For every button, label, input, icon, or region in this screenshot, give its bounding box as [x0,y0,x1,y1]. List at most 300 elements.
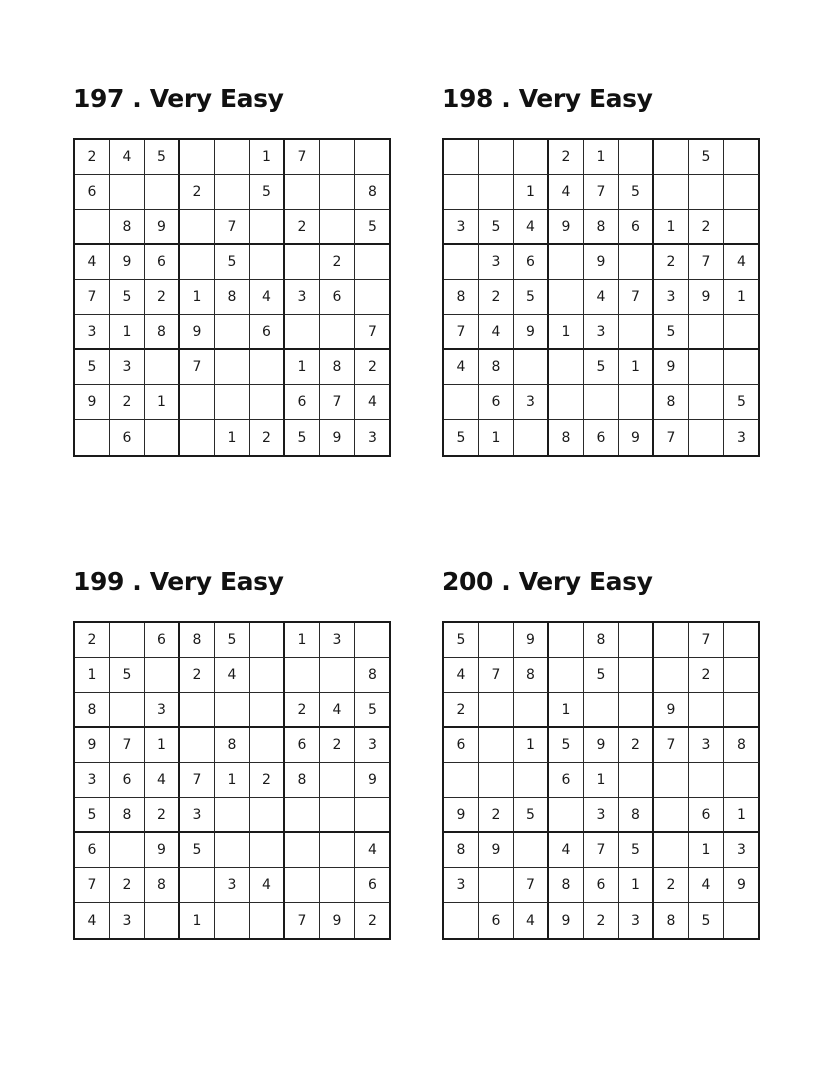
sudoku-cell-r8-c3[interactable]: 1 [145,385,180,420]
sudoku-cell-r2-c7[interactable] [285,658,320,693]
sudoku-cell-r1-c3[interactable]: 9 [514,623,549,658]
sudoku-cell-r2-c6[interactable] [250,658,285,693]
sudoku-cell-r2-c6[interactable]: 5 [619,175,654,210]
sudoku-cell-r9-c4[interactable]: 9 [549,903,584,938]
sudoku-cell-r6-c3[interactable]: 9 [514,315,549,350]
sudoku-cell-r2-c5[interactable] [215,175,250,210]
sudoku-cell-r5-c6[interactable]: 4 [250,280,285,315]
sudoku-cell-r4-c9[interactable] [355,245,390,280]
sudoku-cell-r8-c1[interactable]: 3 [444,868,479,903]
sudoku-cell-r9-c9[interactable] [724,903,759,938]
sudoku-cell-r9-c8[interactable]: 5 [689,903,724,938]
sudoku-cell-r7-c8[interactable]: 1 [689,833,724,868]
sudoku-cell-r3-c3[interactable]: 4 [514,210,549,245]
sudoku-cell-r2-c5[interactable]: 5 [584,658,619,693]
sudoku-cell-r4-c2[interactable]: 9 [110,245,145,280]
sudoku-cell-r8-c8[interactable] [689,385,724,420]
sudoku-cell-r9-c1[interactable] [75,420,110,455]
sudoku-cell-r8-c7[interactable] [285,868,320,903]
sudoku-cell-r5-c4[interactable]: 6 [549,763,584,798]
sudoku-cell-r8-c1[interactable] [444,385,479,420]
sudoku-cell-r1-c1[interactable] [444,140,479,175]
sudoku-cell-r4-c8[interactable]: 2 [320,245,355,280]
sudoku-cell-r9-c6[interactable]: 3 [619,903,654,938]
sudoku-cell-r4-c7[interactable]: 7 [654,728,689,763]
sudoku-cell-r6-c7[interactable] [654,798,689,833]
sudoku-cell-r2-c6[interactable] [619,658,654,693]
sudoku-cell-r8-c6[interactable] [619,385,654,420]
sudoku-cell-r2-c4[interactable]: 2 [180,175,215,210]
sudoku-cell-r8-c7[interactable]: 6 [285,385,320,420]
sudoku-cell-r7-c7[interactable] [654,833,689,868]
sudoku-cell-r3-c9[interactable]: 5 [355,210,390,245]
sudoku-cell-r1-c8[interactable]: 7 [689,623,724,658]
sudoku-cell-r4-c8[interactable]: 2 [320,728,355,763]
sudoku-cell-r8-c2[interactable]: 6 [479,385,514,420]
sudoku-cell-r1-c6[interactable] [619,140,654,175]
sudoku-cell-r6-c1[interactable]: 3 [75,315,110,350]
sudoku-cell-r8-c9[interactable]: 9 [724,868,759,903]
sudoku-cell-r4-c5[interactable]: 9 [584,728,619,763]
sudoku-cell-r1-c2[interactable] [110,623,145,658]
sudoku-cell-r8-c6[interactable]: 4 [250,868,285,903]
sudoku-cell-r5-c5[interactable]: 1 [215,763,250,798]
sudoku-cell-r6-c7[interactable]: 5 [654,315,689,350]
sudoku-cell-r9-c4[interactable]: 1 [180,903,215,938]
sudoku-cell-r4-c9[interactable]: 8 [724,728,759,763]
sudoku-cell-r8-c1[interactable]: 7 [75,868,110,903]
sudoku-cell-r4-c7[interactable]: 2 [654,245,689,280]
sudoku-cell-r4-c6[interactable] [619,245,654,280]
sudoku-cell-r5-c1[interactable]: 7 [75,280,110,315]
sudoku-cell-r7-c2[interactable]: 3 [110,350,145,385]
sudoku-cell-r9-c6[interactable] [250,903,285,938]
sudoku-cell-r8-c4[interactable] [180,385,215,420]
sudoku-cell-r7-c9[interactable]: 2 [355,350,390,385]
sudoku-cell-r7-c6[interactable]: 1 [619,350,654,385]
sudoku-cell-r3-c5[interactable]: 8 [584,210,619,245]
sudoku-cell-r9-c7[interactable]: 7 [285,903,320,938]
sudoku-cell-r7-c2[interactable]: 9 [479,833,514,868]
sudoku-cell-r2-c2[interactable]: 5 [110,658,145,693]
sudoku-cell-r8-c4[interactable]: 8 [549,868,584,903]
sudoku-cell-r7-c2[interactable] [110,833,145,868]
sudoku-cell-r3-c2[interactable] [110,693,145,728]
sudoku-cell-r6-c1[interactable]: 7 [444,315,479,350]
sudoku-cell-r5-c4[interactable]: 7 [180,763,215,798]
sudoku-cell-r3-c1[interactable]: 2 [444,693,479,728]
sudoku-cell-r8-c8[interactable]: 7 [320,385,355,420]
sudoku-cell-r9-c4[interactable] [180,420,215,455]
sudoku-cell-r4-c5[interactable]: 9 [584,245,619,280]
sudoku-cell-r6-c2[interactable]: 4 [479,315,514,350]
sudoku-cell-r7-c2[interactable]: 8 [479,350,514,385]
sudoku-cell-r7-c5[interactable] [215,833,250,868]
sudoku-cell-r7-c1[interactable]: 8 [444,833,479,868]
sudoku-cell-r7-c7[interactable] [285,833,320,868]
sudoku-cell-r7-c4[interactable]: 7 [180,350,215,385]
sudoku-cell-r9-c6[interactable]: 2 [250,420,285,455]
sudoku-cell-r4-c9[interactable]: 4 [724,245,759,280]
sudoku-cell-r3-c9[interactable] [724,210,759,245]
sudoku-cell-r6-c8[interactable] [320,315,355,350]
sudoku-cell-r9-c3[interactable]: 4 [514,903,549,938]
sudoku-cell-r4-c8[interactable]: 7 [689,245,724,280]
sudoku-cell-r7-c9[interactable] [724,350,759,385]
sudoku-cell-r3-c6[interactable]: 6 [619,210,654,245]
sudoku-cell-r3-c3[interactable]: 3 [145,693,180,728]
sudoku-cell-r2-c8[interactable] [320,658,355,693]
sudoku-cell-r9-c8[interactable] [689,420,724,455]
sudoku-cell-r6-c8[interactable] [689,315,724,350]
sudoku-cell-r9-c7[interactable]: 8 [654,903,689,938]
sudoku-cell-r4-c2[interactable] [479,728,514,763]
sudoku-cell-r4-c7[interactable] [285,245,320,280]
sudoku-cell-r7-c5[interactable]: 7 [584,833,619,868]
sudoku-cell-r2-c7[interactable] [654,658,689,693]
sudoku-cell-r5-c6[interactable]: 7 [619,280,654,315]
sudoku-cell-r2-c1[interactable]: 4 [444,658,479,693]
sudoku-cell-r9-c8[interactable]: 9 [320,903,355,938]
sudoku-cell-r9-c3[interactable] [145,903,180,938]
sudoku-cell-r1-c9[interactable] [355,140,390,175]
sudoku-cell-r2-c2[interactable] [110,175,145,210]
sudoku-cell-r9-c9[interactable]: 2 [368,912,377,929]
sudoku-cell-r2-c2[interactable]: 7 [479,658,514,693]
sudoku-cell-r4-c6[interactable]: 2 [619,728,654,763]
sudoku-cell-r6-c4[interactable]: 9 [180,315,215,350]
sudoku-cell-r2-c6[interactable]: 5 [250,175,285,210]
sudoku-cell-r8-c9[interactable]: 5 [724,385,759,420]
sudoku-cell-r7-c4[interactable]: 4 [549,833,584,868]
sudoku-cell-r4-c5[interactable]: 8 [215,728,250,763]
sudoku-cell-r5-c3[interactable]: 5 [514,280,549,315]
sudoku-cell-r6-c9[interactable] [724,315,759,350]
sudoku-cell-r5-c4[interactable]: 1 [180,280,215,315]
sudoku-cell-r3-c7[interactable]: 2 [285,693,320,728]
sudoku-cell-r1-c8[interactable]: 5 [689,140,724,175]
sudoku-cell-r8-c3[interactable]: 8 [145,868,180,903]
sudoku-cell-r5-c9[interactable] [355,280,390,315]
sudoku-cell-r8-c2[interactable]: 2 [110,385,145,420]
sudoku-cell-r2-c9[interactable]: 8 [355,658,390,693]
sudoku-cell-r5-c9[interactable]: 1 [724,280,759,315]
sudoku-cell-r2-c3[interactable]: 8 [514,658,549,693]
sudoku-cell-r9-c5[interactable]: 1 [215,420,250,455]
sudoku-cell-r3-c4[interactable]: 1 [549,693,584,728]
sudoku-cell-r4-c8[interactable]: 3 [689,728,724,763]
sudoku-cell-r5-c9[interactable]: 9 [355,763,390,798]
sudoku-cell-r3-c1[interactable]: 3 [444,210,479,245]
sudoku-cell-r7-c9[interactable]: 3 [724,833,759,868]
sudoku-cell-r4-c6[interactable] [250,728,285,763]
sudoku-cell-r6-c9[interactable]: 1 [724,798,759,833]
sudoku-cell-r3-c9[interactable]: 5 [355,693,390,728]
sudoku-cell-r7-c9[interactable]: 4 [355,833,390,868]
sudoku-cell-r7-c8[interactable] [320,833,355,868]
sudoku-cell-r3-c2[interactable] [479,693,514,728]
sudoku-cell-r3-c5[interactable] [215,693,250,728]
sudoku-cell-r4-c9[interactable]: 3 [355,728,390,763]
sudoku-cell-r3-c6[interactable] [619,693,654,728]
sudoku-cell-r8-c8[interactable] [320,868,355,903]
sudoku-cell-r2-c8[interactable]: 2 [689,658,724,693]
sudoku-cell-r4-c5[interactable]: 5 [215,245,250,280]
sudoku-cell-r4-c3[interactable]: 1 [514,728,549,763]
sudoku-cell-r9-c8[interactable]: 9 [320,420,355,455]
sudoku-cell-r5-c7[interactable]: 3 [285,280,320,315]
sudoku-cell-r5-c5[interactable]: 1 [584,763,619,798]
sudoku-cell-r1-c5[interactable]: 8 [584,623,619,658]
sudoku-cell-r1-c3[interactable]: 5 [145,140,180,175]
sudoku-cell-r6-c3[interactable]: 2 [145,798,180,833]
sudoku-cell-r1-c6[interactable]: 1 [250,140,285,175]
sudoku-cell-r1-c3[interactable]: 6 [145,623,180,658]
sudoku-cell-r6-c6[interactable]: 6 [250,315,285,350]
sudoku-cell-r8-c4[interactable] [549,385,584,420]
sudoku-cell-r3-c4[interactable] [180,693,215,728]
sudoku-cell-r5-c8[interactable]: 9 [689,280,724,315]
sudoku-cell-r1-c4[interactable] [549,623,584,658]
sudoku-cell-r8-c1[interactable]: 9 [75,385,110,420]
sudoku-cell-r4-c6[interactable] [250,245,285,280]
sudoku-cell-r3-c9[interactable] [724,693,759,728]
sudoku-cell-r5-c1[interactable]: 8 [444,280,479,315]
sudoku-cell-r5-c3[interactable] [514,763,549,798]
sudoku-cell-r1-c7[interactable] [654,140,689,175]
sudoku-cell-r6-c8[interactable]: 6 [689,798,724,833]
sudoku-cell-r4-c4[interactable]: 5 [549,728,584,763]
sudoku-cell-r9-c6[interactable]: 9 [619,420,654,455]
sudoku-cell-r6-c5[interactable]: 3 [584,315,619,350]
sudoku-cell-r9-c1[interactable]: 5 [444,420,479,455]
sudoku-cell-r1-c3[interactable] [514,140,549,175]
sudoku-cell-r3-c7[interactable]: 2 [285,210,320,245]
sudoku-cell-r7-c6[interactable] [250,833,285,868]
sudoku-cell-r7-c5[interactable]: 5 [584,350,619,385]
sudoku-cell-r6-c4[interactable] [549,798,584,833]
sudoku-cell-r4-c4[interactable] [180,728,215,763]
sudoku-cell-r3-c5[interactable]: 7 [215,210,250,245]
sudoku-cell-r6-c2[interactable]: 1 [110,315,145,350]
sudoku-cell-r3-c7[interactable]: 1 [654,210,689,245]
sudoku-cell-r1-c9[interactable] [724,140,759,175]
sudoku-cell-r1-c9[interactable] [355,623,390,658]
sudoku-cell-r7-c1[interactable]: 5 [75,350,110,385]
sudoku-cell-r6-c6[interactable]: 8 [619,798,654,833]
sudoku-cell-r8-c6[interactable] [250,385,285,420]
sudoku-cell-r1-c7[interactable]: 1 [285,623,320,658]
sudoku-cell-r1-c1[interactable]: 5 [444,623,479,658]
sudoku-cell-r8-c3[interactable]: 3 [514,385,549,420]
sudoku-cell-r6-c8[interactable] [320,798,355,833]
sudoku-cell-r2-c9[interactable] [724,175,759,210]
sudoku-cell-r1-c4[interactable]: 8 [180,623,215,658]
sudoku-cell-r6-c5[interactable]: 3 [584,798,619,833]
sudoku-cell-r4-c4[interactable] [180,245,215,280]
sudoku-cell-r5-c9[interactable] [724,763,759,798]
sudoku-cell-r3-c8[interactable]: 2 [689,210,724,245]
sudoku-cell-r4-c2[interactable]: 3 [479,245,514,280]
sudoku-cell-r5-c2[interactable]: 2 [479,280,514,315]
sudoku-cell-r6-c9[interactable] [355,798,390,833]
sudoku-cell-r8-c5[interactable]: 6 [584,868,619,903]
sudoku-cell-r9-c1[interactable]: 4 [75,903,110,938]
sudoku-cell-r9-c2[interactable]: 6 [479,903,514,938]
sudoku-cell-r8-c5[interactable]: 3 [215,868,250,903]
sudoku-cell-r5-c1[interactable] [444,763,479,798]
sudoku-cell-r7-c6[interactable] [250,350,285,385]
sudoku-cell-r3-c2[interactable]: 5 [479,210,514,245]
sudoku-cell-r1-c6[interactable] [619,623,654,658]
sudoku-cell-r6-c7[interactable] [285,315,320,350]
sudoku-cell-r8-c6[interactable]: 1 [619,868,654,903]
sudoku-cell-r6-c5[interactable] [215,798,250,833]
sudoku-cell-r1-c7[interactable]: 7 [285,140,320,175]
sudoku-cell-r3-c1[interactable]: 8 [75,693,110,728]
sudoku-cell-r1-c2[interactable]: 4 [110,140,145,175]
sudoku-cell-r7-c4[interactable]: 5 [180,833,215,868]
sudoku-cell-r1-c4[interactable]: 2 [549,140,584,175]
sudoku-cell-r1-c5[interactable]: 1 [584,140,619,175]
sudoku-cell-r6-c6[interactable] [250,798,285,833]
sudoku-cell-r1-c8[interactable] [320,140,355,175]
sudoku-cell-r5-c2[interactable]: 6 [110,763,145,798]
sudoku-cell-r5-c2[interactable]: 5 [110,280,145,315]
sudoku-cell-r3-c2[interactable]: 8 [110,210,145,245]
sudoku-cell-r4-c1[interactable] [444,245,479,280]
sudoku-cell-r2-c7[interactable] [654,175,689,210]
sudoku-cell-r8-c8[interactable]: 4 [689,868,724,903]
sudoku-cell-r7-c3[interactable]: 9 [145,833,180,868]
sudoku-cell-r2-c7[interactable] [285,175,320,210]
sudoku-cell-r5-c8[interactable]: 6 [320,280,355,315]
sudoku-cell-r9-c2[interactable]: 1 [479,420,514,455]
sudoku-cell-r1-c2[interactable] [479,140,514,175]
sudoku-cell-r5-c7[interactable]: 8 [285,763,320,798]
sudoku-cell-r2-c1[interactable]: 6 [75,175,110,210]
sudoku-cell-r7-c3[interactable] [514,350,549,385]
sudoku-cell-r8-c3[interactable]: 7 [514,868,549,903]
sudoku-cell-r9-c3[interactable] [514,420,549,455]
sudoku-cell-r5-c6[interactable]: 2 [250,763,285,798]
sudoku-cell-r9-c9[interactable]: 3 [737,429,746,446]
sudoku-cell-r8-c5[interactable] [584,385,619,420]
sudoku-cell-r6-c3[interactable]: 8 [145,315,180,350]
sudoku-cell-r9-c3[interactable] [145,420,180,455]
sudoku-cell-r8-c7[interactable]: 2 [654,868,689,903]
sudoku-cell-r4-c3[interactable]: 6 [145,245,180,280]
sudoku-cell-r7-c3[interactable] [514,833,549,868]
sudoku-cell-r2-c4[interactable]: 2 [180,658,215,693]
sudoku-cell-r9-c1[interactable] [444,903,479,938]
sudoku-cell-r4-c7[interactable]: 6 [285,728,320,763]
sudoku-cell-r6-c9[interactable]: 7 [355,315,390,350]
sudoku-cell-r4-c2[interactable]: 7 [110,728,145,763]
sudoku-cell-r5-c8[interactable] [320,763,355,798]
sudoku-cell-r7-c7[interactable]: 1 [285,350,320,385]
sudoku-cell-r3-c5[interactable] [584,693,619,728]
sudoku-cell-r3-c8[interactable] [689,693,724,728]
sudoku-cell-r6-c6[interactable] [619,315,654,350]
sudoku-cell-r8-c4[interactable] [180,868,215,903]
sudoku-cell-r1-c6[interactable] [250,623,285,658]
sudoku-cell-r2-c5[interactable]: 7 [584,175,619,210]
sudoku-cell-r7-c1[interactable]: 6 [75,833,110,868]
sudoku-cell-r1-c8[interactable]: 3 [320,623,355,658]
sudoku-cell-r1-c9[interactable] [724,623,759,658]
sudoku-cell-r3-c1[interactable] [75,210,110,245]
sudoku-cell-r1-c5[interactable] [215,140,250,175]
sudoku-cell-r8-c5[interactable] [215,385,250,420]
sudoku-cell-r9-c2[interactable]: 3 [110,903,145,938]
sudoku-cell-r9-c7[interactable]: 5 [285,420,320,455]
sudoku-cell-r2-c9[interactable] [724,658,759,693]
sudoku-cell-r6-c4[interactable]: 3 [180,798,215,833]
sudoku-cell-r9-c7[interactable]: 7 [654,420,689,455]
sudoku-cell-r5-c7[interactable] [654,763,689,798]
sudoku-cell-r9-c2[interactable]: 6 [110,420,145,455]
sudoku-cell-r5-c3[interactable]: 2 [145,280,180,315]
sudoku-cell-r2-c4[interactable]: 4 [549,175,584,210]
sudoku-cell-r2-c3[interactable]: 1 [514,175,549,210]
sudoku-cell-r6-c4[interactable]: 1 [549,315,584,350]
sudoku-cell-r7-c7[interactable]: 9 [654,350,689,385]
sudoku-cell-r7-c3[interactable] [145,350,180,385]
sudoku-cell-r9-c9[interactable]: 3 [368,429,377,446]
sudoku-cell-r2-c3[interactable] [145,658,180,693]
sudoku-cell-r2-c8[interactable] [689,175,724,210]
sudoku-cell-r3-c6[interactable] [250,693,285,728]
sudoku-cell-r2-c8[interactable] [320,175,355,210]
sudoku-cell-r4-c4[interactable] [549,245,584,280]
sudoku-cell-r7-c4[interactable] [549,350,584,385]
sudoku-cell-r6-c2[interactable]: 8 [110,798,145,833]
sudoku-cell-r2-c1[interactable]: 1 [75,658,110,693]
sudoku-cell-r4-c3[interactable]: 6 [514,245,549,280]
sudoku-cell-r9-c5[interactable] [215,903,250,938]
sudoku-cell-r5-c3[interactable]: 4 [145,763,180,798]
sudoku-cell-r1-c4[interactable] [180,140,215,175]
sudoku-cell-r2-c1[interactable] [444,175,479,210]
sudoku-cell-r6-c7[interactable] [285,798,320,833]
sudoku-cell-r5-c8[interactable] [689,763,724,798]
sudoku-cell-r7-c6[interactable]: 5 [619,833,654,868]
sudoku-cell-r2-c2[interactable] [479,175,514,210]
sudoku-cell-r1-c1[interactable]: 2 [75,623,110,658]
sudoku-cell-r5-c1[interactable]: 3 [75,763,110,798]
sudoku-cell-r1-c5[interactable]: 5 [215,623,250,658]
sudoku-cell-r6-c3[interactable]: 5 [514,798,549,833]
sudoku-cell-r3-c4[interactable]: 9 [549,210,584,245]
sudoku-cell-r4-c3[interactable]: 1 [145,728,180,763]
sudoku-cell-r8-c7[interactable]: 8 [654,385,689,420]
sudoku-cell-r7-c8[interactable] [689,350,724,385]
sudoku-cell-r6-c1[interactable]: 5 [75,798,110,833]
sudoku-cell-r9-c5[interactable]: 2 [584,903,619,938]
sudoku-cell-r3-c3[interactable]: 9 [145,210,180,245]
sudoku-cell-r9-c4[interactable]: 8 [549,420,584,455]
sudoku-cell-r7-c1[interactable]: 4 [444,350,479,385]
sudoku-cell-r6-c1[interactable]: 9 [444,798,479,833]
sudoku-cell-r4-c1[interactable]: 9 [75,728,110,763]
sudoku-cell-r5-c4[interactable] [549,280,584,315]
sudoku-cell-r3-c8[interactable]: 4 [320,693,355,728]
sudoku-cell-r3-c7[interactable]: 9 [654,693,689,728]
sudoku-cell-r6-c5[interactable] [215,315,250,350]
sudoku-cell-r8-c9[interactable]: 6 [355,868,390,903]
sudoku-cell-r3-c4[interactable] [180,210,215,245]
